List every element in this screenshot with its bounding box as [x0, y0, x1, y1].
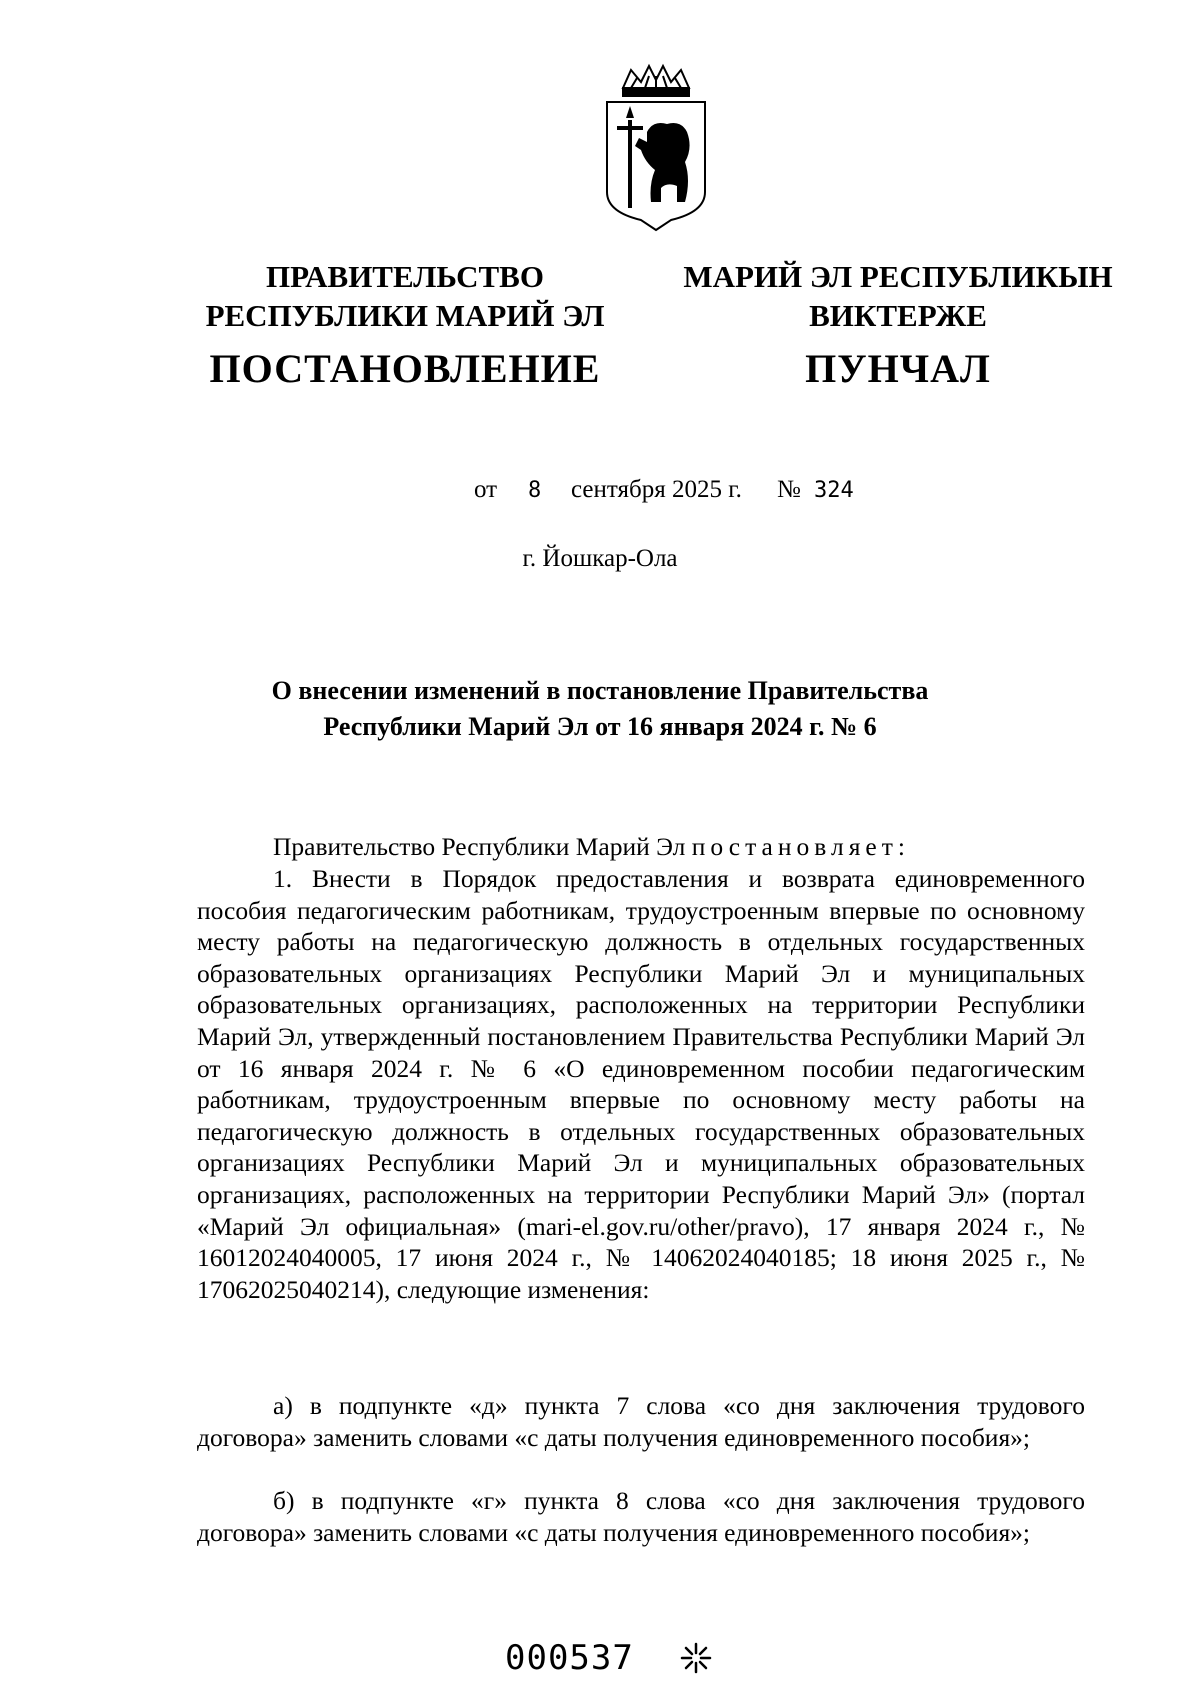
- date-prefix: от: [474, 476, 498, 503]
- title-line2: Республики Марий Эл от 16 января 2024 г. № 6: [323, 712, 877, 741]
- document-number: [814, 476, 854, 504]
- header-right-line2: ВИКТЕРЖЕ: [809, 298, 987, 333]
- intro-action: постановляет:: [691, 832, 910, 861]
- item-1-paragraph: 1. Внести в Порядок предоставления и возврата единовременного пособия педагогическим работникам, трудоустроенным впервые по основному месту работы на педагогическую должность в отдельных государственных образовательных организациях Республики Марий Эл и муниципальных образовательных организациях, расположенных на территории Республики Марий Эл, утвержденный постановлением Правительства Республики Марий Эл от 16 января 2024 г. № 6 «О единовременном пособии педагогическим работникам, трудоустроенным впервые по основному месту работы на педагогическую должность в отдельных государственных образовательных организациях Республики Марий Эл и муниципальных образовательных организациях, расположенных на территории Республики Марий Эл» (портал «Марий Эл официальная» (mari-el.gov.ru/other/pravo), 17 января 2024 г., № 16012024040005, 17 июня 2024 г., № 14062024040185; 18 июня 2025 г., № 17062025040214), следующие изменения:: [197, 864, 1085, 1304]
- document-number-value: 324: [814, 478, 854, 503]
- document-title: [150, 673, 1050, 745]
- intro-text: Правительство Республики Марий Эл: [273, 832, 686, 861]
- header-right-line1: МАРИЙ ЭЛ РЕСПУБЛИКЫН: [683, 259, 1113, 294]
- item-a-paragraph: а) в подпункте «д» пункта 7 слова «со дня заключения трудового договора» заменить словами «с даты получения единовременного пособия»;: [197, 1391, 1085, 1452]
- serial-number: 000537: [505, 1638, 634, 1678]
- coat-of-arms-icon: [601, 62, 711, 238]
- government-name-ru: [190, 257, 620, 335]
- number-sign: №: [777, 476, 801, 503]
- doc-type-mari: ПУНЧАЛ: [805, 346, 991, 391]
- header-left-line2: РЕСПУБЛИКИ МАРИЙ ЭЛ: [205, 298, 605, 333]
- title-line1: О внесении изменений в постановление Правительства: [271, 676, 929, 705]
- intro-paragraph: [197, 831, 1085, 863]
- date-day-value: 8: [528, 478, 542, 503]
- city: г. Йошкар-Ола: [522, 545, 678, 572]
- date-day: [528, 476, 541, 504]
- government-name-mari: [668, 257, 1128, 335]
- item-b-paragraph: б) в подпункте «г» пункта 8 слова «со дня заключения трудового договора» заменить словами «с даты получения единовременного пособия»;: [197, 1486, 1085, 1547]
- asterisk-mark-icon: [678, 1640, 714, 1676]
- header-left-line1: ПРАВИТЕЛЬСТВО: [266, 259, 544, 294]
- date-month-year: сентября 2025 г.: [571, 476, 742, 503]
- doc-type-ru: ПОСТАНОВЛЕНИЕ: [209, 346, 601, 391]
